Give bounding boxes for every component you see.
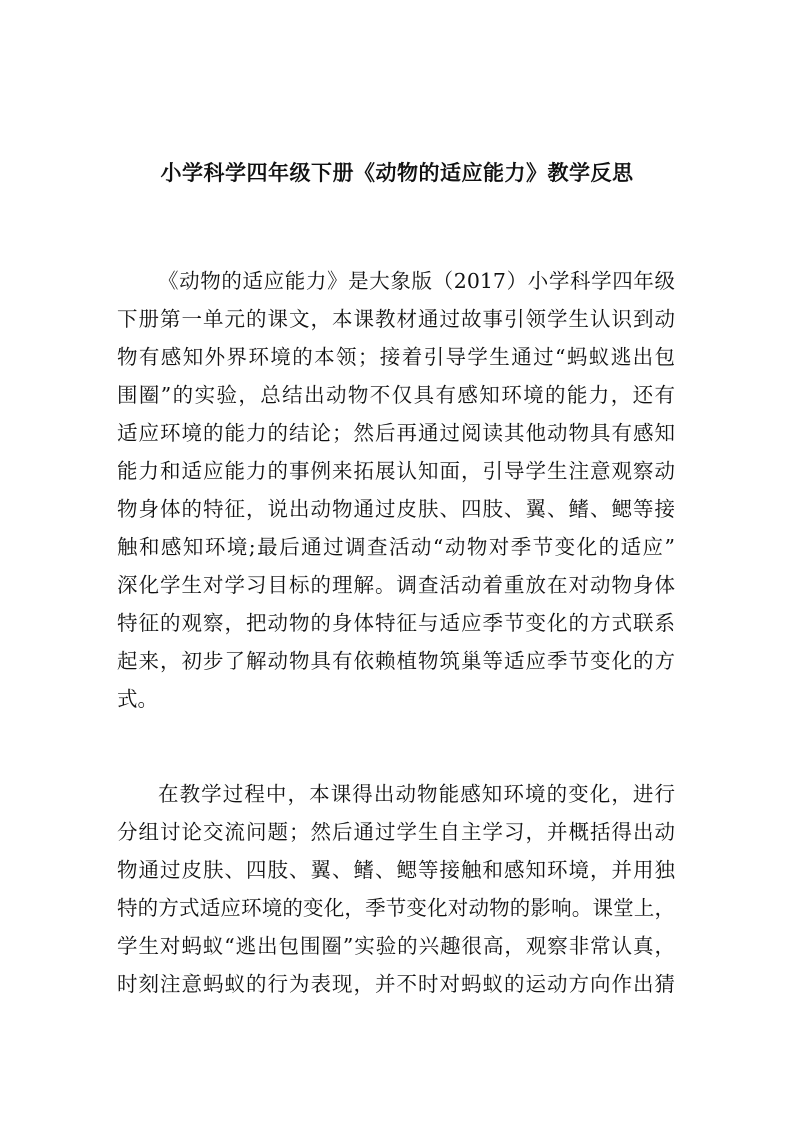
text-line: 特的方式适应环境的变化，季节变化对动物的影响。课堂上，: [117, 896, 675, 920]
text-line: 深化学生对学习目标的理解。调查活动着重放在对动物身体: [117, 573, 675, 597]
paragraph-2: [117, 775, 675, 1003]
text-line: 下册第一单元的课文，本课教材通过故事引领学生认识到动: [117, 307, 675, 331]
text-line: 触和感知环境;最后通过调查活动“动物对季节变化的适应”: [117, 535, 675, 559]
text-line: 物身体的特征，说出动物通过皮肤、四肢、翼、鳍、鳃等接: [117, 497, 675, 521]
text-line: 学生对蚂蚁“逃出包围圈”实验的兴趣很高，观察非常认真，: [117, 934, 675, 958]
text-line: 在教学过程中，本课得出动物能感知环境的变化，进行: [158, 782, 675, 806]
text-line: 起来，初步了解动物具有依赖植物筑巢等适应季节变化的方: [117, 649, 675, 673]
text-line: 能力和适应能力的事例来拓展认知面，引导学生注意观察动: [117, 459, 675, 483]
text-line: 分组讨论交流问题；然后通过学生自主学习，并概括得出动: [117, 820, 675, 844]
text-line: 物通过皮肤、四肢、翼、鳍、鳃等接触和感知环境，并用独: [117, 858, 675, 882]
paragraph-1: [117, 262, 675, 718]
text-line: 特征的观察，把动物的身体特征与适应季节变化的方式联系: [117, 611, 675, 635]
text-line: 式。: [117, 687, 158, 711]
text-line: 《动物的适应能力》是大象版（2017）小学科学四年级: [158, 269, 675, 293]
text-line: 物有感知外界环境的本领；接着引导学生通过“蚂蚁逃出包: [117, 345, 675, 369]
page-title: 小学科学四年级下册《动物的适应能力》教学反思: [160, 160, 634, 185]
text-line: 时刻注意蚂蚁的行为表现，并不时对蚂蚁的运动方向作出猜: [117, 972, 675, 996]
text-line: 适应环境的能力的结论；然后再通过阅读其他动物具有感知: [117, 421, 675, 445]
text-line: 围圈”的实验，总结出动物不仅具有感知环境的能力，还有: [117, 383, 675, 407]
